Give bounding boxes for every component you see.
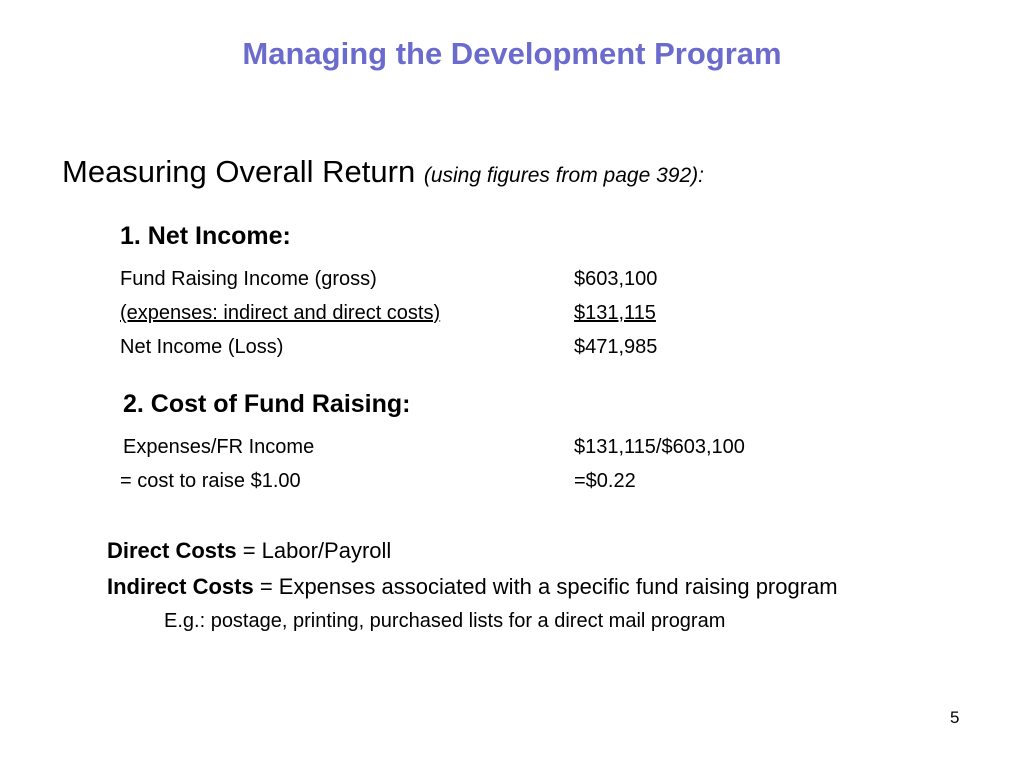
direct-costs-term: Direct Costs xyxy=(107,538,237,563)
slide-title: Managing the Development Program xyxy=(242,36,782,71)
section-subtitle xyxy=(62,154,704,190)
cost-row-value: $131,115/$603,100 xyxy=(574,436,745,458)
net-income-row-value: $131,115 xyxy=(574,302,656,324)
subtitle-note: (using figures from page 392): xyxy=(423,164,704,187)
cost-of-fund-raising-heading: 2. Cost of Fund Raising: xyxy=(123,390,411,418)
net-income-heading: 1. Net Income: xyxy=(120,222,291,250)
page-number: 5 xyxy=(950,708,960,727)
cost-row-value: =$0.22 xyxy=(574,470,636,492)
net-income-row-label: Fund Raising Income (gross) xyxy=(120,268,377,290)
indirect-costs-example: E.g.: postage, printing, purchased lists for a direct mail program xyxy=(164,610,726,632)
indirect-costs-definition xyxy=(107,574,838,600)
cost-row-label: Expenses/FR Income xyxy=(123,436,315,458)
indirect-costs-text: = Expenses associated with a specific fund raising program xyxy=(253,574,838,599)
net-income-row-label: Net Income (Loss) xyxy=(120,336,284,358)
net-income-row-value: $471,985 xyxy=(574,336,658,358)
subtitle-main: Measuring Overall Return xyxy=(62,154,416,189)
cost-row-label: = cost to raise $1.00 xyxy=(120,470,301,492)
net-income-row-value: $603,100 xyxy=(574,268,658,290)
indirect-costs-term: Indirect Costs xyxy=(107,574,254,599)
direct-costs-definition xyxy=(107,538,391,564)
direct-costs-text: = Labor/Payroll xyxy=(236,538,392,563)
net-income-row-label: (expenses: indirect and direct costs) xyxy=(120,302,441,324)
